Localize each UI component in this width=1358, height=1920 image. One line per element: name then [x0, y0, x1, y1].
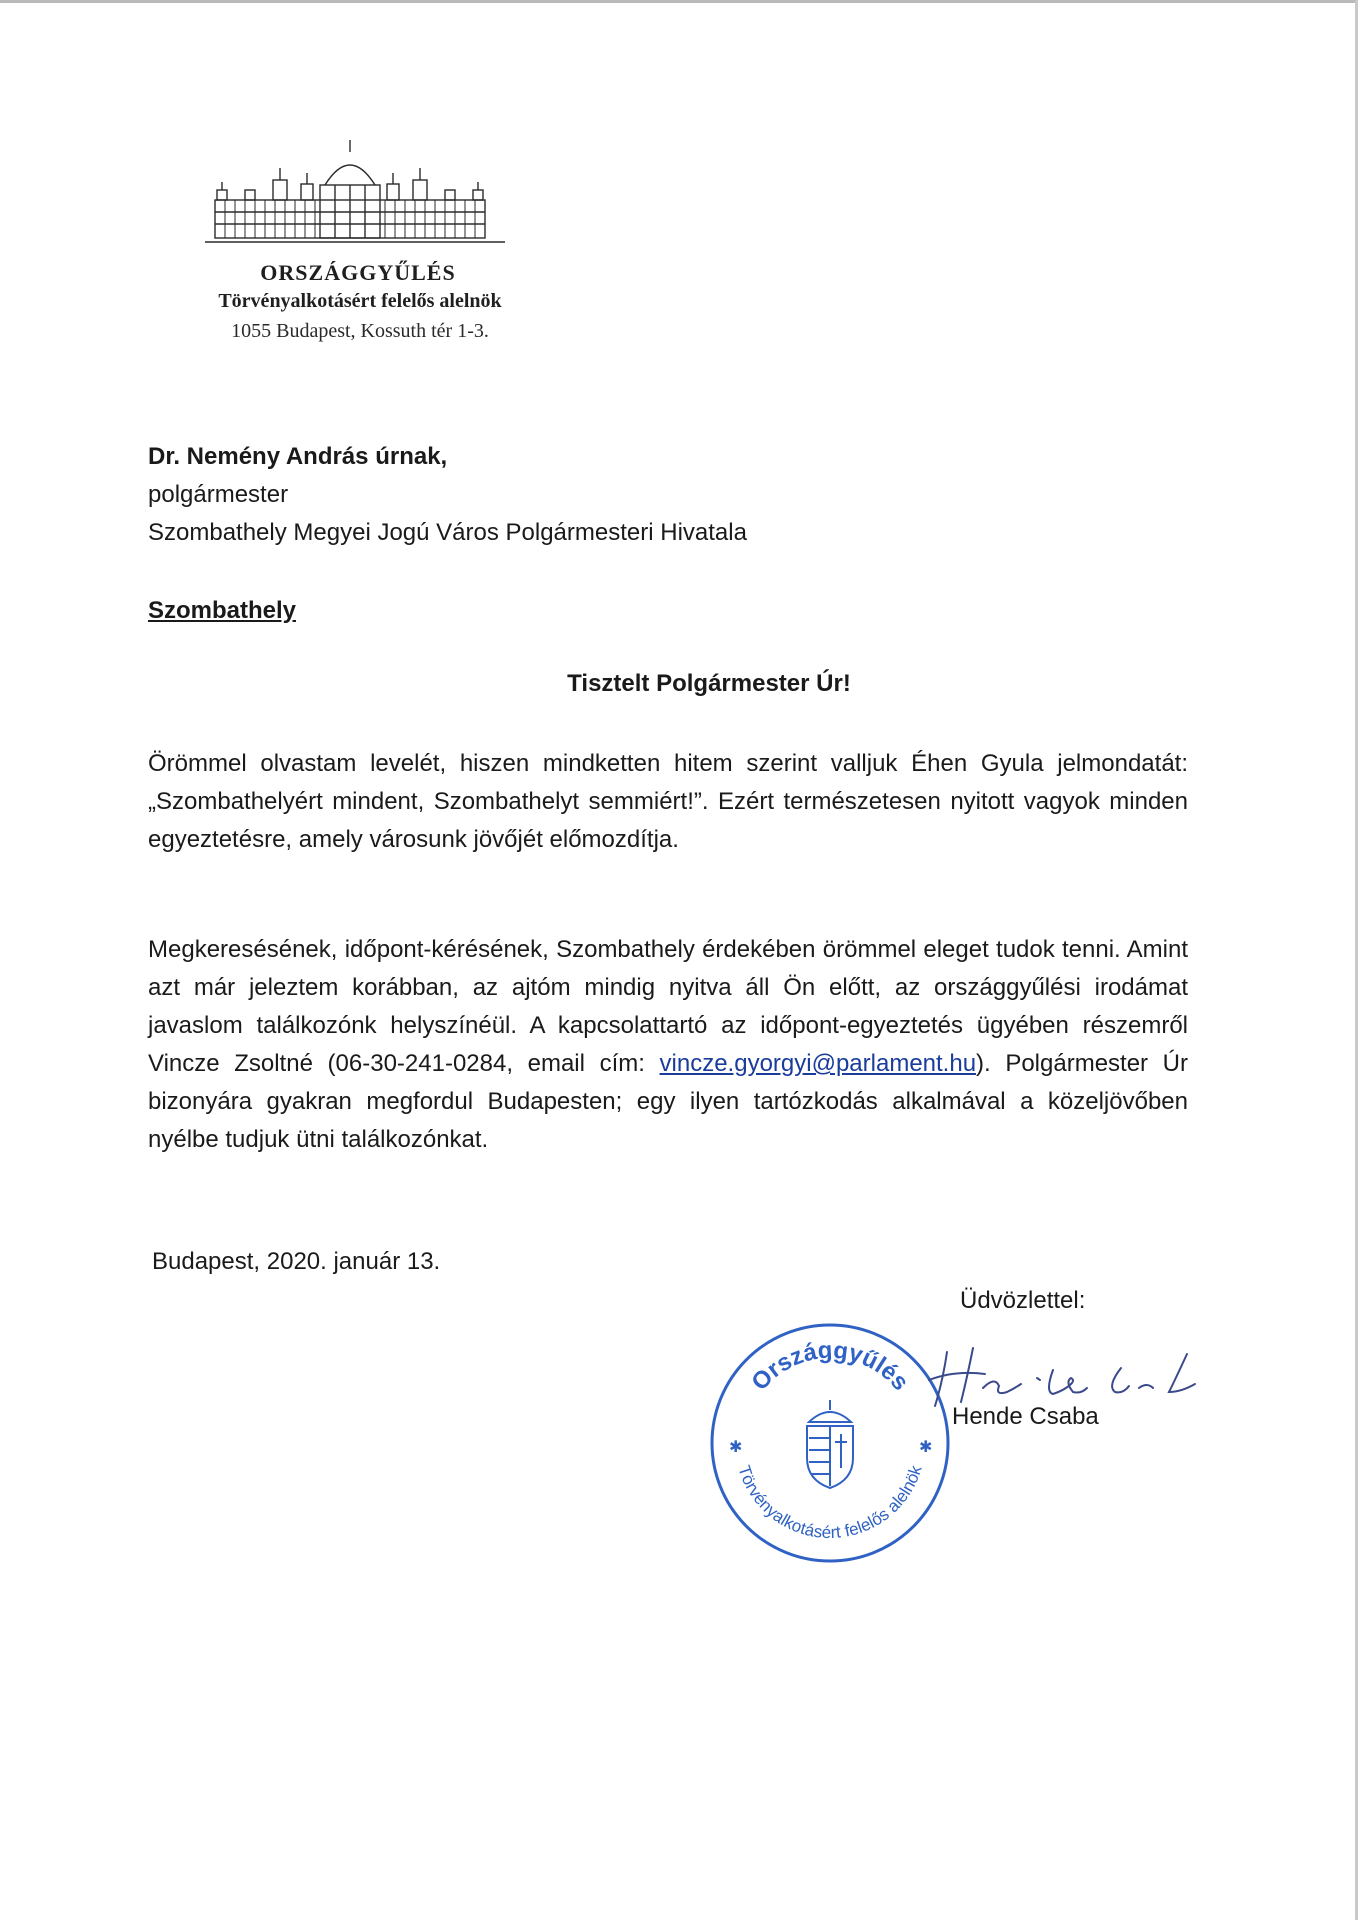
stamp-star-left: ✱: [729, 1437, 743, 1456]
page-edge-top: [0, 0, 1358, 3]
body-paragraph-2: [148, 931, 1188, 1159]
parliament-building-icon: [205, 140, 505, 245]
body-paragraph-1: Örömmel olvastam levelét, hiszen mindketten hitem szerint valljuk Éhen Gyula jelmondatát: „Szombathelyért mindent, Szombathelyt semmiért!”. Ezért természetesen nyitott vagyok minden egyeztetésre, amely városunk jövőjét előmozdítja.: [148, 750, 1188, 853]
recipient-block: [148, 438, 747, 552]
recipient-name: Dr. Nemény András úrnak,: [148, 443, 448, 470]
date-line: Budapest, 2020. január 13.: [152, 1248, 441, 1275]
letterhead-organization: ORSZÁGGYŰLÉS: [260, 260, 456, 285]
stamp-top-text: Országgyűlés: [746, 1336, 915, 1396]
official-stamp: [705, 1318, 955, 1568]
closing: Üdvözlettel:: [960, 1287, 1086, 1314]
letterhead-address: 1055 Budapest, Kossuth tér 1-3.: [231, 320, 489, 342]
stamp-star-right: ✱: [919, 1437, 933, 1456]
signer-name: Hende Csaba: [952, 1403, 1099, 1430]
coat-of-arms-icon: [807, 1400, 853, 1488]
email-link[interactable]: vincze.gyorgyi@parlament.hu: [659, 1050, 977, 1077]
paragraph-2-text-start: Megkeresésének, időpont-kérésének, Szombathely érdekében örömmel eleget tudok tenni. Amint azt már jeleztem korábban, az ajtóm mindig nyitva áll Ön előtt, az országgyűlési irodámat javaslom találkozónk helyszínéül. A kapcsolattartó az időpont-egyeztetés ügyében részemről Vincze Zsoltné (06-30-241-0284, email cím:: [148, 936, 1188, 1077]
paragraph-2-text-end: ). Polgármester Úr bizonyára gyakran megfordul Budapesten; egy ilyen tartózkodás alkalmával a közeljövőben nyélbe tudjuk ütni találkozónkat.: [148, 1050, 1188, 1153]
stamp-bottom-text: Törvényalkotásért felelős alelnök: [734, 1463, 926, 1543]
recipient-title: polgármester: [148, 481, 289, 508]
recipient-city: Szombathely: [148, 597, 297, 624]
letterhead-office: Törvényalkotásért felelős alelnök: [218, 290, 502, 312]
recipient-institution: Szombathely Megyei Jogú Város Polgármesteri Hivatala: [148, 519, 747, 546]
salutation: Tisztelt Polgármester Úr!: [567, 670, 851, 697]
